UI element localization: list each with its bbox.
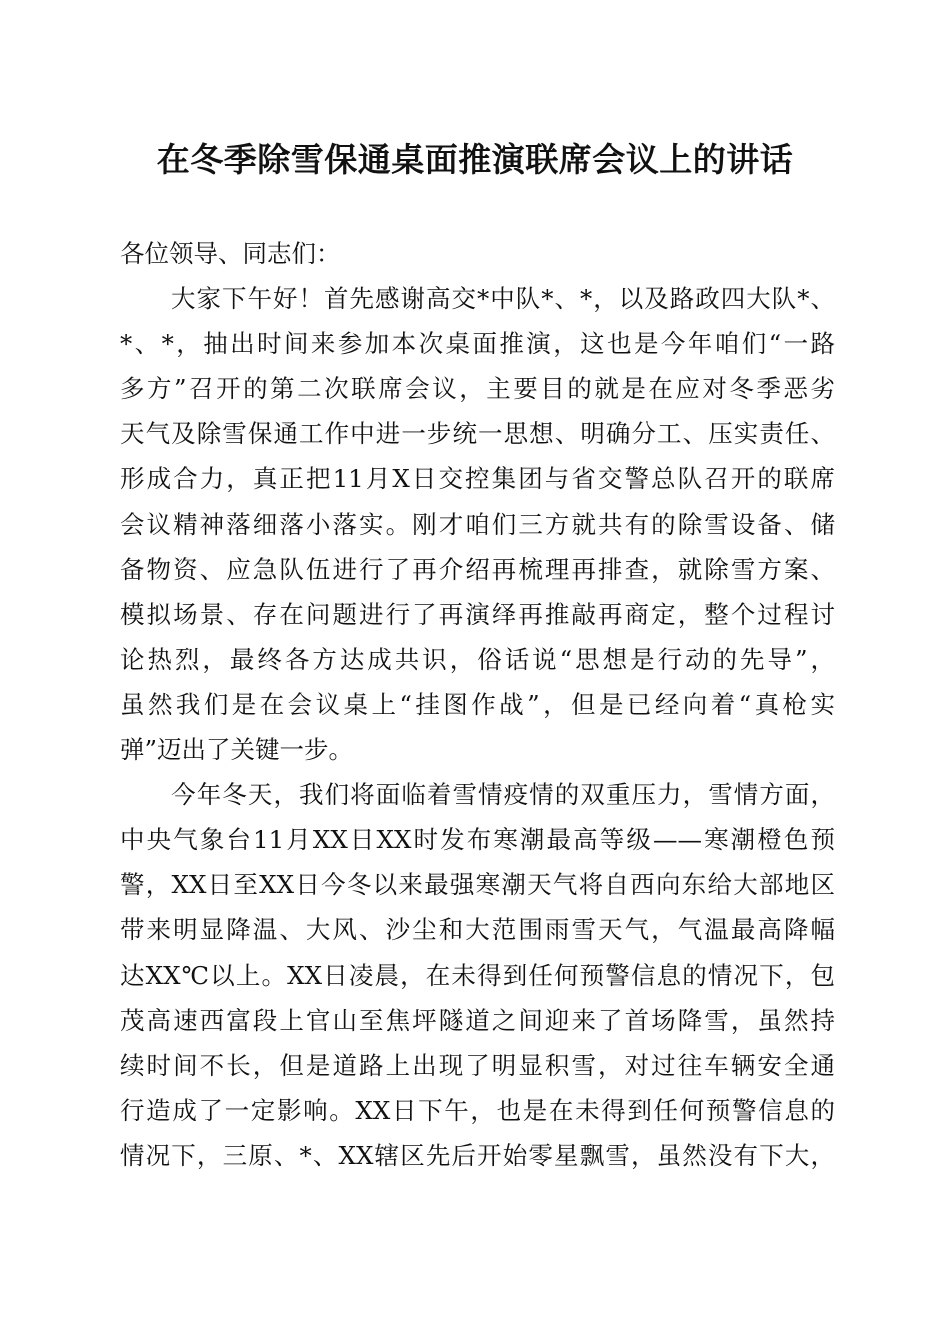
text-line: 模拟场景、存在问题进行了再演绎再推敲再商定，整个过程讨: [120, 599, 835, 629]
document-title: 在冬季除雪保通桌面推演联席会议上的讲话: [156, 140, 794, 179]
paragraph-1: [120, 276, 835, 772]
text-line: 中央气象台11月XX日XX时发布寒潮最高等级——寒潮橙色预: [120, 825, 835, 855]
document-body: [120, 231, 835, 1178]
text-line: 行造成了一定影响。XX日下午，也是在未得到任何预警信息的: [120, 1095, 835, 1125]
text-line: 论热烈，最终各方达成共识，俗话说“思想是行动的先导”，: [120, 644, 835, 674]
text-line: 备物资、应急队伍进行了再介绍再梳理再排查，就除雪方案、: [120, 554, 835, 584]
text-line: 带来明显降温、大风、沙尘和大范围雨雪天气，气温最高降幅: [120, 915, 835, 945]
text-line: 虽然我们是在会议桌上“挂图作战”，但是已经向着“真枪实: [120, 689, 835, 719]
salutation: 各位领导、同志们：: [120, 239, 341, 268]
text-line: 形成合力，真正把11月X日交控集团与省交警总队召开的联席: [120, 464, 835, 494]
text-line: 警，XX日至XX日今冬以来最强寒潮天气将自西向东给大部地区: [120, 870, 835, 900]
text-line: 弹”迈出了关键一步。: [120, 735, 354, 765]
text-line: 情况下，三原、*、XX辖区先后开始零星飘雪，虽然没有下大，: [120, 1140, 835, 1170]
text-line: 多方”召开的第二次联席会议，主要目的就是在应对冬季恶劣: [120, 374, 835, 404]
text-line: 茂高速西富段上官山至焦坪隧道之间迎来了首场降雪，虽然持: [120, 1005, 835, 1035]
text-line: 会议精神落细落小落实。刚才咱们三方就共有的除雪设备、储: [120, 509, 835, 539]
text-line: *、*，抽出时间来参加本次桌面推演，这也是今年咱们“一路: [120, 329, 835, 359]
text-line: 达XX℃以上。XX日凌晨，在未得到任何预警信息的情况下，包: [120, 960, 835, 990]
text-line: 今年冬天，我们将面临着雪情疫情的双重压力，雪情方面，: [120, 780, 835, 810]
text-line: 天气及除雪保通工作中进一步统一思想、明确分工、压实责任、: [120, 419, 835, 449]
paragraph-2: [120, 772, 835, 1178]
text-line: 大家下午好！首先感谢高交*中队*、*，以及路政四大队*、: [120, 284, 835, 314]
text-line: 续时间不长，但是道路上出现了明显积雪，对过往车辆安全通: [120, 1050, 835, 1080]
